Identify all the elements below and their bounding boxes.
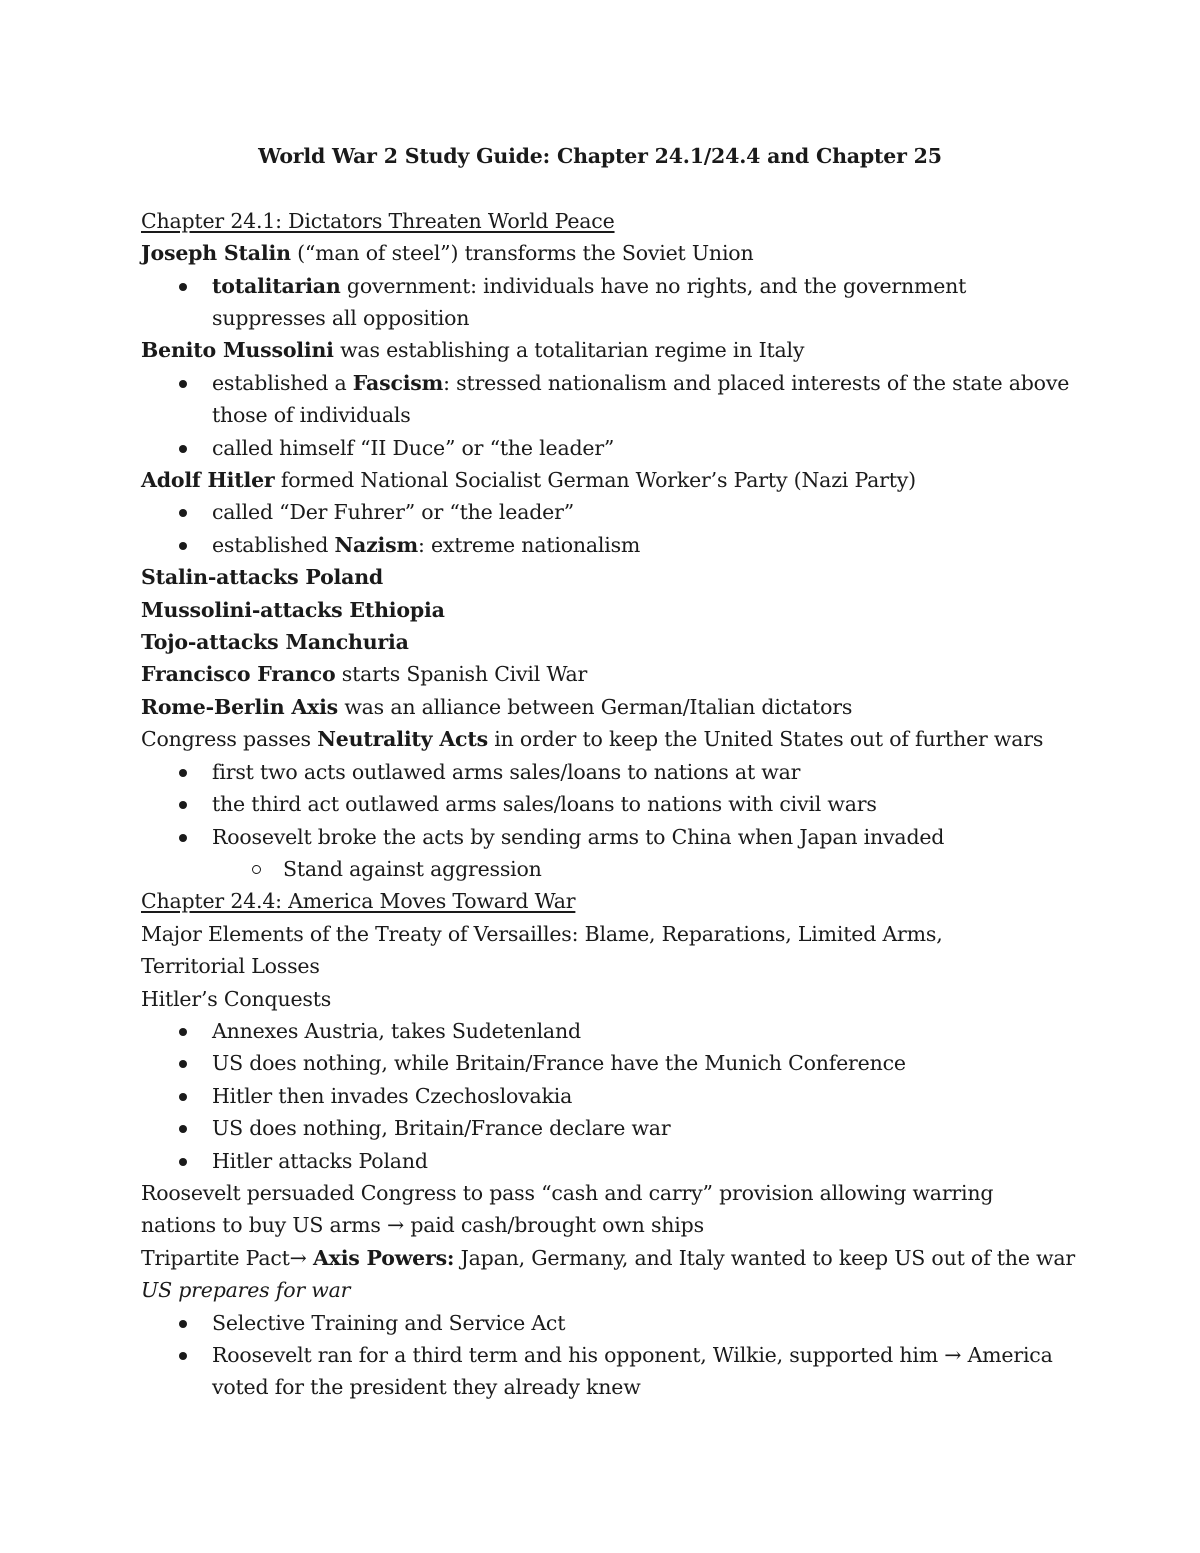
list-item-text: first two acts outlawed arms sales/loans to nations at war [212, 759, 801, 784]
neutrality-acts-term: Neutrality Acts [317, 727, 488, 752]
sub-list-item-text: Stand against aggression [283, 856, 542, 881]
tripartite-text: Japan, Germany, and Italy wanted to keep US out of the war [454, 1245, 1076, 1270]
versailles-line: Major Elements of the Treaty of Versailles: Blame, Reparations, Limited Arms, Territorial Losses [141, 921, 943, 979]
prepares-label: US prepares for war [141, 1278, 351, 1303]
section-heading-text: Chapter 24.1: Dictators Threaten World Peace [141, 208, 615, 233]
mussolini-text: was establishing a totalitarian regime in Italy [333, 338, 805, 363]
hitler-name: Adolf Hitler [141, 468, 275, 493]
hitler-bullets [141, 496, 1071, 561]
hitler-text: formed National Socialist German Worker’s Party (Nazi Party) [274, 468, 916, 493]
attack-text: Tojo-attacks Manchuria [141, 630, 409, 655]
mussolini-name: Benito Mussolini [141, 338, 334, 363]
section-heading-24-4 [141, 885, 1071, 917]
cash-carry-line: Roosevelt persuaded Congress to pass “cash and carry” provision allowing warring nations to buy US arms → paid cash/brought own ships [141, 1180, 994, 1238]
list-item-text: the third act outlawed arms sales/loans to nations with civil wars [212, 792, 877, 817]
list-item [212, 1339, 1072, 1404]
list-item-text: Annexes Austria, takes Sudetenland [212, 1018, 581, 1043]
list-item [212, 1307, 1071, 1339]
neutrality-text: in order to keep the United States out of further wars [487, 727, 1044, 752]
list-item [212, 432, 1071, 464]
tripartite-line [141, 1242, 1076, 1274]
prepares-bullets [141, 1307, 1071, 1404]
axis-name: Rome-Berlin Axis [141, 694, 338, 719]
attack-line [141, 594, 1071, 626]
list-item [212, 788, 1071, 820]
list-item-text: Roosevelt ran for a third term and his opponent, Wilkie, supported him → America voted for the president they already knew [212, 1343, 1053, 1400]
attack-line [141, 561, 1071, 593]
conquests-label: Hitler’s Conquests [141, 986, 332, 1011]
stalin-line [141, 237, 1071, 269]
list-item-text: US does nothing, Britain/France declare war [212, 1116, 671, 1141]
list-item-text: called himself “II Duce” or “the leader” [212, 435, 615, 460]
axis-text: was an alliance between German/Italian dictators [338, 694, 853, 719]
section-heading-24-1 [141, 205, 1071, 237]
sub-list-item [283, 853, 1071, 885]
conquests-bullets [141, 1015, 1071, 1177]
term-fascism: Fascism [352, 370, 444, 395]
list-item [212, 1080, 1071, 1112]
axis-line [141, 691, 1071, 723]
axis-powers-term: Axis Powers: [312, 1245, 455, 1270]
stalin-bullets [141, 270, 1071, 335]
document-title: World War 2 Study Guide: Chapter 24.1/24.4 and Chapter 25 [258, 144, 942, 168]
stalin-text: (“man of steel”) transforms the Soviet Union [290, 241, 754, 266]
list-item [212, 821, 1071, 886]
franco-line [141, 658, 1071, 690]
list-item [212, 1047, 1071, 1079]
list-item-text: government: individuals have no rights, and the government suppresses all opposition [212, 273, 967, 331]
list-item [212, 1015, 1071, 1047]
list-item [212, 756, 1071, 788]
franco-text: starts Spanish Civil War [335, 662, 588, 687]
term-totalitarian: totalitarian [212, 273, 341, 298]
tripartite-pre: Tripartite Pact→ [141, 1245, 313, 1270]
list-item [212, 1145, 1071, 1177]
list-item [212, 496, 1071, 528]
list-item-text: US does nothing, while Britain/France have the Munich Conference [212, 1051, 906, 1076]
attack-text: Mussolini-attacks Ethiopia [141, 597, 445, 622]
list-item-text: Hitler attacks Poland [212, 1148, 428, 1173]
franco-name: Francisco Franco [141, 662, 336, 687]
list-item-text: : stressed nationalism and placed interests of the state above those of individuals [212, 370, 1070, 428]
list-item-text: called “Der Fuhrer” or “the leader” [212, 500, 574, 525]
stalin-name: Joseph Stalin [141, 241, 291, 266]
list-item [212, 367, 1072, 432]
attack-text: Stalin-attacks Poland [141, 565, 384, 590]
neutrality-line [141, 723, 1071, 755]
list-item-text: Hitler then invades Czechoslovakia [212, 1083, 573, 1108]
list-item [212, 1112, 1071, 1144]
hitler-line [141, 464, 1071, 496]
list-item-text: established [212, 532, 335, 557]
section-heading-text: Chapter 24.4: America Moves Toward War [141, 889, 576, 914]
neutrality-bullets [141, 756, 1071, 886]
sub-bullets [212, 853, 1071, 885]
list-item [212, 270, 1072, 335]
mussolini-bullets [141, 367, 1071, 464]
mussolini-line [141, 334, 1071, 366]
list-item-text: established a [212, 370, 353, 395]
neutrality-pre: Congress passes [141, 727, 318, 752]
attack-line [141, 626, 1071, 658]
list-item-text: Selective Training and Service Act [212, 1310, 566, 1335]
term-nazism: Nazism [334, 532, 418, 557]
document-page [141, 140, 1076, 1404]
list-item [212, 529, 1071, 561]
list-item-text: Roosevelt broke the acts by sending arms to China when Japan invaded [212, 824, 945, 849]
list-item-text: : extreme nationalism [417, 532, 641, 557]
